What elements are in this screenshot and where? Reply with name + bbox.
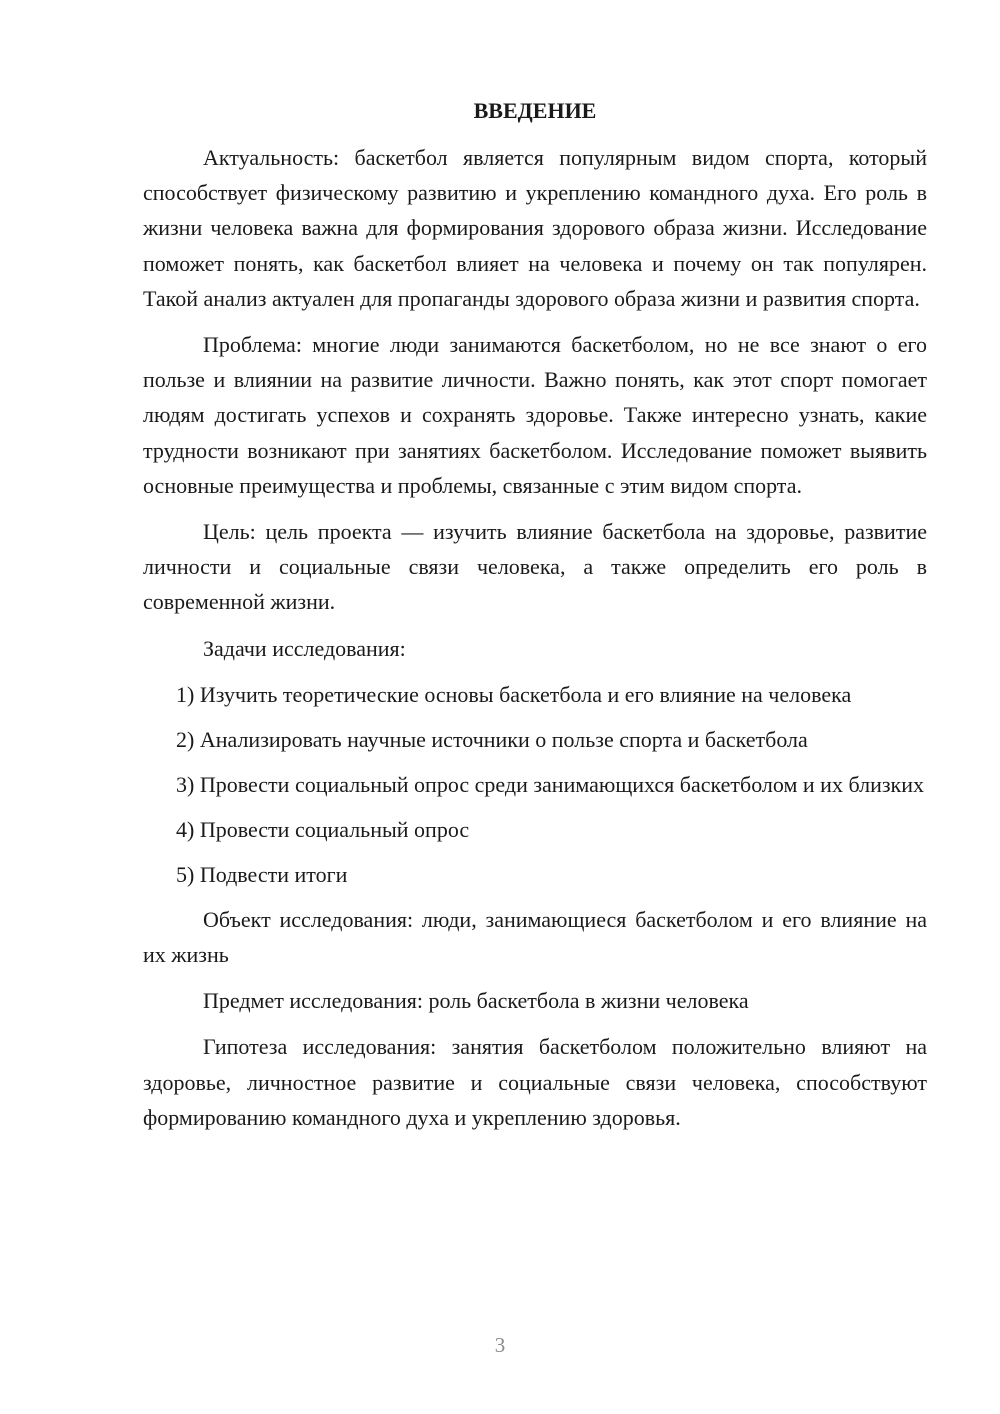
tasks-heading: Задачи исследования:	[203, 635, 406, 661]
page-title: ВВЕДЕНИЕ	[473, 98, 597, 123]
paragraph-problem: Проблема: многие люди занимаются баскетболом, но не все знают о его пользе и влиянии на развитие личности. Важно понять, как этот спорт помогает людям достигать успехов и сохранять здоровье. Также интересно узнать, какие трудности возникают при занятиях баскетболом. Исследование поможет выявить основные преимущества и проблемы, связанные с этим видом спорта.	[143, 332, 927, 498]
list-item: 1) Изучить теоретические основы баскетбола и его влияние на человека	[176, 681, 852, 707]
page-number: 3	[494, 1333, 506, 1357]
paragraph-hypothesis: Гипотеза исследования: занятия баскетболом положительно влияют на здоровье, личностное развитие и социальные связи человека, способствуют формированию командного духа и укреплению здоровья.	[143, 1034, 927, 1130]
paragraph-goal: Цель: цель проекта — изучить влияние баскетбола на здоровье, развитие личности и социальные связи человека, а также определить его роль в современной жизни.	[143, 519, 927, 615]
list-item: 2) Анализировать научные источники о пользе спорта и баскетбола	[176, 726, 808, 752]
list-item: 3) Провести социальный опрос среди занимающихся баскетболом и их близких	[176, 771, 924, 797]
paragraph-relevance: Актуальность: баскетбол является популярным видом спорта, который способствует физическому развитию и укреплению командного духа. Его роль в жизни человека важна для формирования здорового образа жизни. Исследование поможет понять, как баскетбол влияет на человека и почему он так популярен. Такой анализ актуален для пропаганды здорового образа жизни и развития спорта.	[143, 145, 927, 311]
list-item: 4) Провести социальный опрос	[176, 816, 470, 842]
list-item: 5) Подвести итоги	[176, 861, 348, 887]
tasks-list	[143, 677, 927, 892]
page-content	[143, 96, 927, 1146]
paragraph-object: Объект исследования: люди, занимающиеся баскетболом и его влияние на их жизнь	[143, 906, 927, 968]
paragraph-subject: Предмет исследования: роль баскетбола в жизни человека	[203, 988, 749, 1014]
